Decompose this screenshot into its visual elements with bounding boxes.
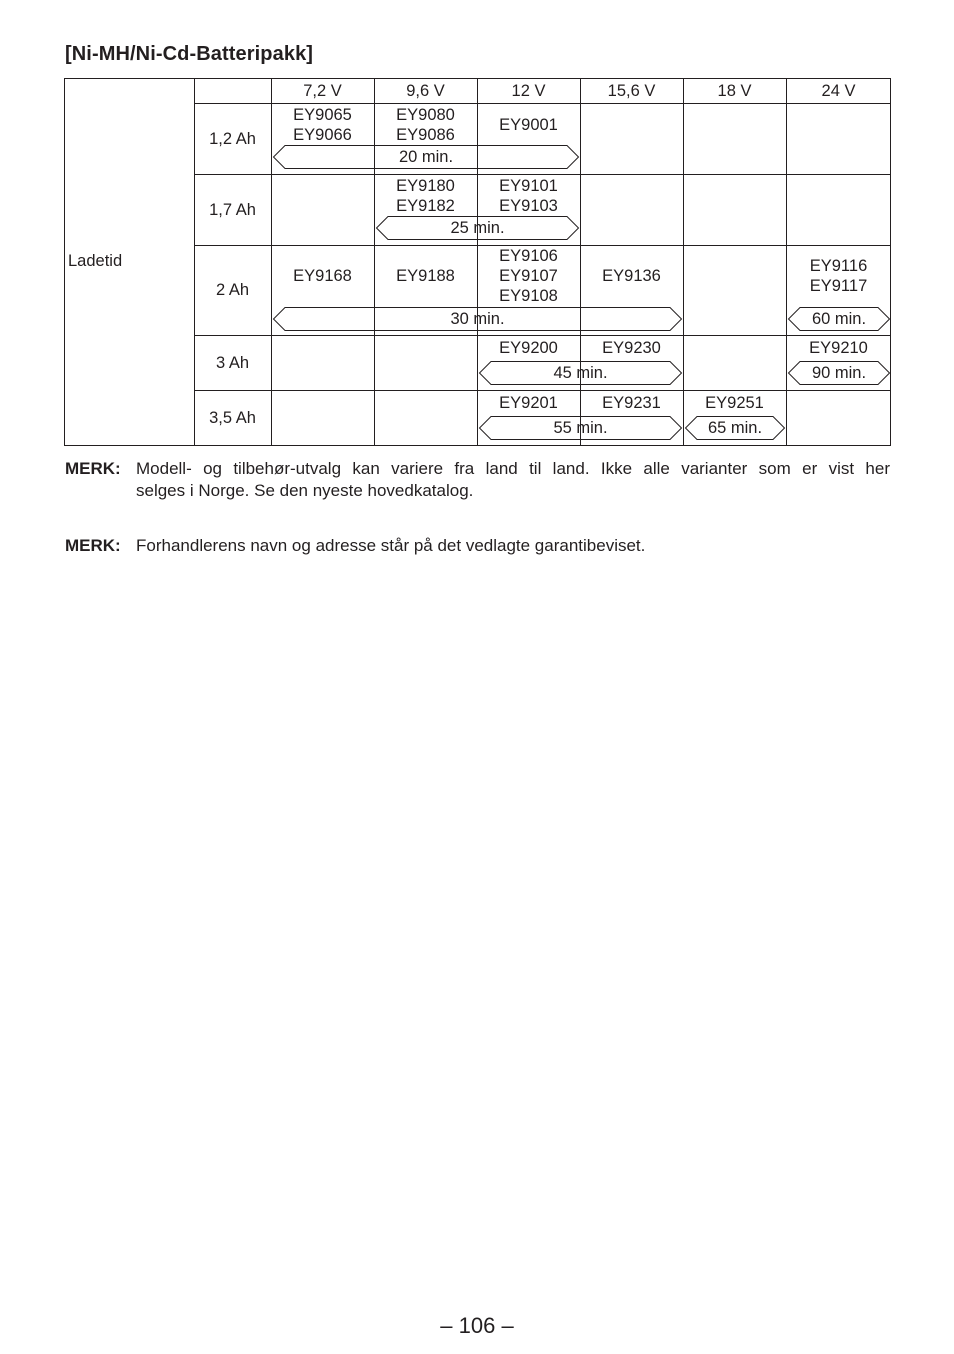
model-cell: EY9136 [602,267,661,285]
model-cell: EY9210 [809,339,868,357]
model-cell: EY9168 [293,267,352,285]
model-cell: EY9106 EY9107 EY9108 [499,247,558,305]
voltage-header: 24 V [821,81,856,100]
model-cell: EY9180 EY9182 [396,177,455,215]
charge-time-arrow [788,361,890,385]
note [65,458,890,502]
model-cell: EY9251 [705,394,764,412]
model-cell: EY9001 [499,116,558,134]
note-text-line: Forhandlerens navn og adresse står på det vedlagte garantibeviset. [136,536,646,555]
note-text-line: selges i Norge. Se den nyeste hovedkatalog. [136,481,474,500]
charge-time-label: 55 min. [553,418,608,437]
charging-time-table [64,78,891,446]
note-label: MERK: [65,459,121,478]
charge-time-label: 60 min. [811,309,867,328]
charge-time-label: 65 min. [707,418,763,437]
model-cell: EY9231 [602,394,661,412]
model-cell: EY9200 [499,339,558,357]
charge-time-arrow [479,361,682,385]
voltage-header: 15,6 V [607,81,656,100]
charge-time-arrow [273,307,682,331]
note-label: MERK: [65,536,121,555]
charge-time-label: 90 min. [811,363,867,382]
charge-time-label: 30 min. [450,309,505,328]
charge-time-arrow [788,307,890,331]
page-title: [Ni-MH/Ni-Cd-Batteripakk] [65,43,314,65]
voltage-header: 9,6 V [406,81,445,100]
row-header-ladetid: Ladetid [68,252,123,270]
charge-time-label: 20 min. [398,147,454,166]
charge-time-arrow [685,416,785,440]
charge-time-arrow [376,216,579,240]
capacity-label: 2 Ah [215,281,250,299]
charge-time-arrow [479,416,682,440]
capacity-label: 3 Ah [215,353,250,372]
capacity-label: 3,5 Ah [209,409,256,427]
model-cell: EY9101 EY9103 [499,177,558,215]
charge-time-arrow [273,145,579,169]
model-cell: EY9080 EY9086 [396,106,455,144]
voltage-header: 7,2 V [303,81,342,100]
capacity-label: 1,7 Ah [209,200,256,219]
model-cell: EY9065 EY9066 [293,106,352,144]
note-text-line: Modell- og tilbehør-utvalg kan variere fra land til land. Ikke alle varianter som er vist her [136,459,890,478]
model-cell: EY9116 EY9117 [809,257,868,295]
model-cell: EY9201 [499,394,558,412]
charge-time-label: 45 min. [553,363,608,382]
page-number: – 106 – [440,1313,514,1338]
charge-time-label: 25 min. [450,218,505,237]
capacity-label: 1,2 Ah [209,129,256,148]
note [65,535,890,557]
model-cell: EY9188 [396,267,455,285]
voltage-header: 18 V [717,81,752,100]
voltage-header: 12 V [511,81,546,100]
model-cell: EY9230 [602,339,661,357]
